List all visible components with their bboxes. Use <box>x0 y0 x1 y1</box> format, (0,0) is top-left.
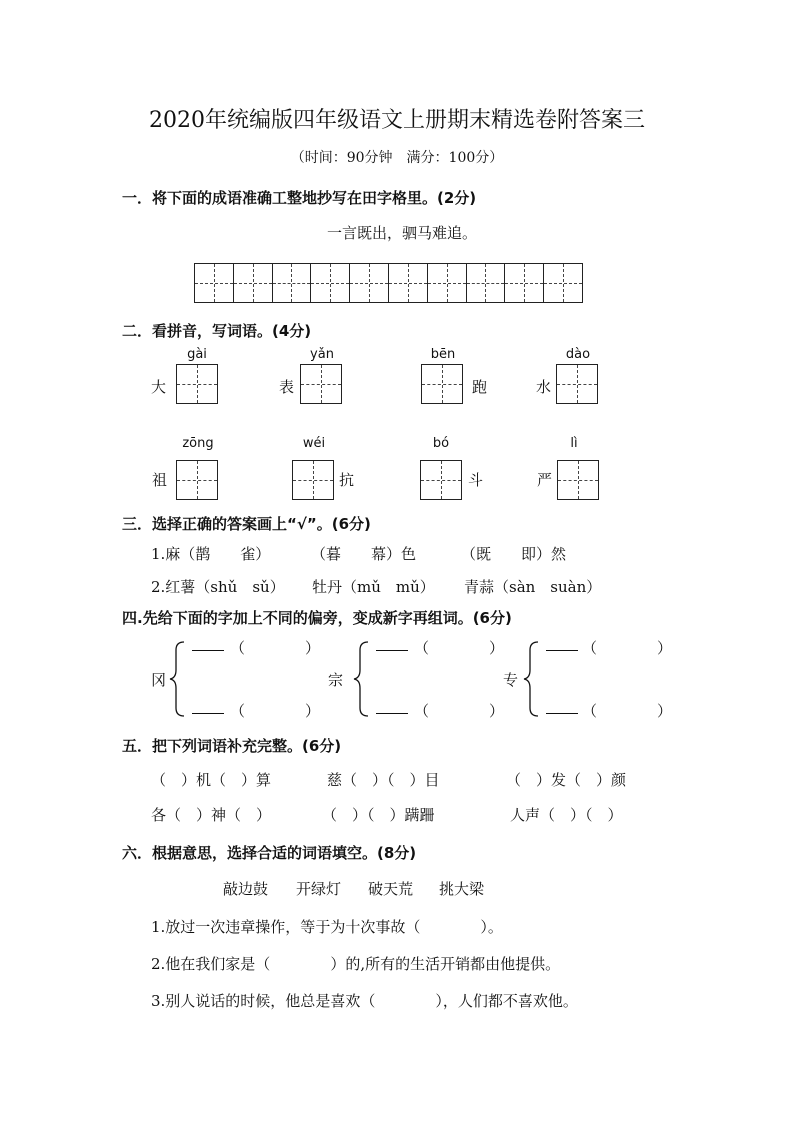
word-option: 破天荒 <box>368 880 414 898</box>
word-paren[interactable]: （ ） <box>230 639 321 657</box>
answer-box[interactable] <box>292 460 334 500</box>
pinyin-label: zōng <box>182 436 214 451</box>
page-subtitle: （时间：90分钟 满分：100分） <box>290 150 504 166</box>
word-char: 跑 <box>472 378 488 396</box>
pinyin-label: yǎn <box>310 347 334 362</box>
tianzi-cell[interactable] <box>194 263 234 303</box>
section-3-heading: 三．选择正确的答案画上“√”。(6分) <box>122 515 371 533</box>
tianzi-cell[interactable] <box>349 263 389 303</box>
answer-box[interactable] <box>421 364 463 404</box>
page-title: 2020年统编版四年级语文上册期末精选卷附答案三 <box>149 108 645 133</box>
answer-line[interactable] <box>192 700 228 718</box>
tianzi-cell[interactable] <box>427 263 467 303</box>
answer-box[interactable] <box>176 460 218 500</box>
section-1-heading: 一．将下面的成语准确工整地抄写在田字格里。(2分) <box>122 189 477 207</box>
choice-item[interactable]: （暮 幕）色 <box>311 545 417 563</box>
answer-line[interactable] <box>376 637 412 655</box>
word-paren[interactable]: （ ） <box>414 702 505 720</box>
section-6-heading: 六．根据意思，选择合适的词语填空。(8分) <box>122 844 417 862</box>
base-char: 专 <box>503 671 519 689</box>
fill-question-2[interactable]: 2.他在我们家是（ ）的,所有的生活开销都由他提供。 <box>151 955 561 973</box>
pinyin-label: bēn <box>430 347 456 362</box>
word-char: 大 <box>151 378 167 396</box>
section-2-heading: 二．看拼音，写词语。(4分) <box>122 322 312 340</box>
word-paren[interactable]: （ ） <box>230 702 321 720</box>
idiom-fill[interactable]: 各（ ）神（ ） <box>151 806 272 824</box>
answer-box[interactable] <box>557 460 599 500</box>
section-5-heading: 五．把下列词语补充完整。(6分) <box>122 737 342 755</box>
word-char: 水 <box>536 378 552 396</box>
word-char: 严 <box>537 471 553 489</box>
answer-box[interactable] <box>176 364 218 404</box>
idiom-fill[interactable]: 慈（ ）（ ）目 <box>327 771 440 789</box>
pinyin-label: dào <box>565 347 591 362</box>
word-paren[interactable]: （ ） <box>582 702 673 720</box>
idiom-text: 一言既出，驷马难追。 <box>327 224 478 242</box>
tianzi-cell[interactable] <box>310 263 350 303</box>
pinyin-label: bó <box>432 436 450 451</box>
tianzi-cell[interactable] <box>466 263 506 303</box>
word-option: 敲边鼓 <box>223 880 269 898</box>
tianzi-cell[interactable] <box>272 263 312 303</box>
answer-line[interactable] <box>546 700 582 718</box>
answer-box[interactable] <box>300 364 342 404</box>
pinyin-label: gài <box>187 347 207 362</box>
tianzi-cell[interactable] <box>233 263 273 303</box>
pinyin-label: lì <box>570 436 578 451</box>
word-option: 开绿灯 <box>296 880 342 898</box>
idiom-fill[interactable]: （ ）机（ ）算 <box>151 771 272 789</box>
word-char: 表 <box>279 378 295 396</box>
choice-item[interactable]: 2.红薯（shǔ sǔ） <box>151 578 285 596</box>
brace-icon <box>352 640 372 718</box>
tianzi-cell[interactable] <box>504 263 544 303</box>
answer-line[interactable] <box>192 637 228 655</box>
fill-question-3[interactable]: 3.别人说话的时候，他总是喜欢（ ），人们都不喜欢他。 <box>151 992 578 1010</box>
idiom-fill[interactable]: （ ）发（ ）颜 <box>506 771 627 789</box>
answer-line[interactable] <box>546 637 582 655</box>
idiom-fill[interactable]: 人声（ ）（ ） <box>510 806 623 824</box>
choice-item[interactable]: 牡丹（mǔ mǔ） <box>312 578 435 596</box>
fill-question-1[interactable]: 1.放过一次违章操作，等于为十次事故（ ）。 <box>151 918 503 936</box>
tianzi-cell[interactable] <box>543 263 583 303</box>
word-paren[interactable]: （ ） <box>414 639 505 657</box>
brace-icon <box>522 640 542 718</box>
idiom-fill[interactable]: （ ）（ ）蹒跚 <box>322 806 435 824</box>
brace-icon <box>168 640 188 718</box>
word-char: 抗 <box>339 471 355 489</box>
pinyin-label: wéi <box>302 436 326 451</box>
base-char: 冈 <box>151 671 167 689</box>
answer-box[interactable] <box>556 364 598 404</box>
choice-item[interactable]: 青蒜（sàn suàn） <box>464 578 602 596</box>
idiom-tianzi-grid[interactable] <box>195 263 583 303</box>
word-char: 斗 <box>468 471 484 489</box>
base-char: 宗 <box>328 671 344 689</box>
word-char: 祖 <box>152 471 168 489</box>
section-4-heading: 四.先给下面的字加上不同的偏旁，变成新字再组词。(6分) <box>122 609 512 627</box>
tianzi-cell[interactable] <box>388 263 428 303</box>
choice-item[interactable]: 1.麻（鹊 雀） <box>151 545 271 563</box>
answer-line[interactable] <box>376 700 412 718</box>
word-option: 挑大梁 <box>439 880 485 898</box>
answer-box[interactable] <box>420 460 462 500</box>
word-paren[interactable]: （ ） <box>582 639 673 657</box>
choice-item[interactable]: （既 即）然 <box>461 545 567 563</box>
